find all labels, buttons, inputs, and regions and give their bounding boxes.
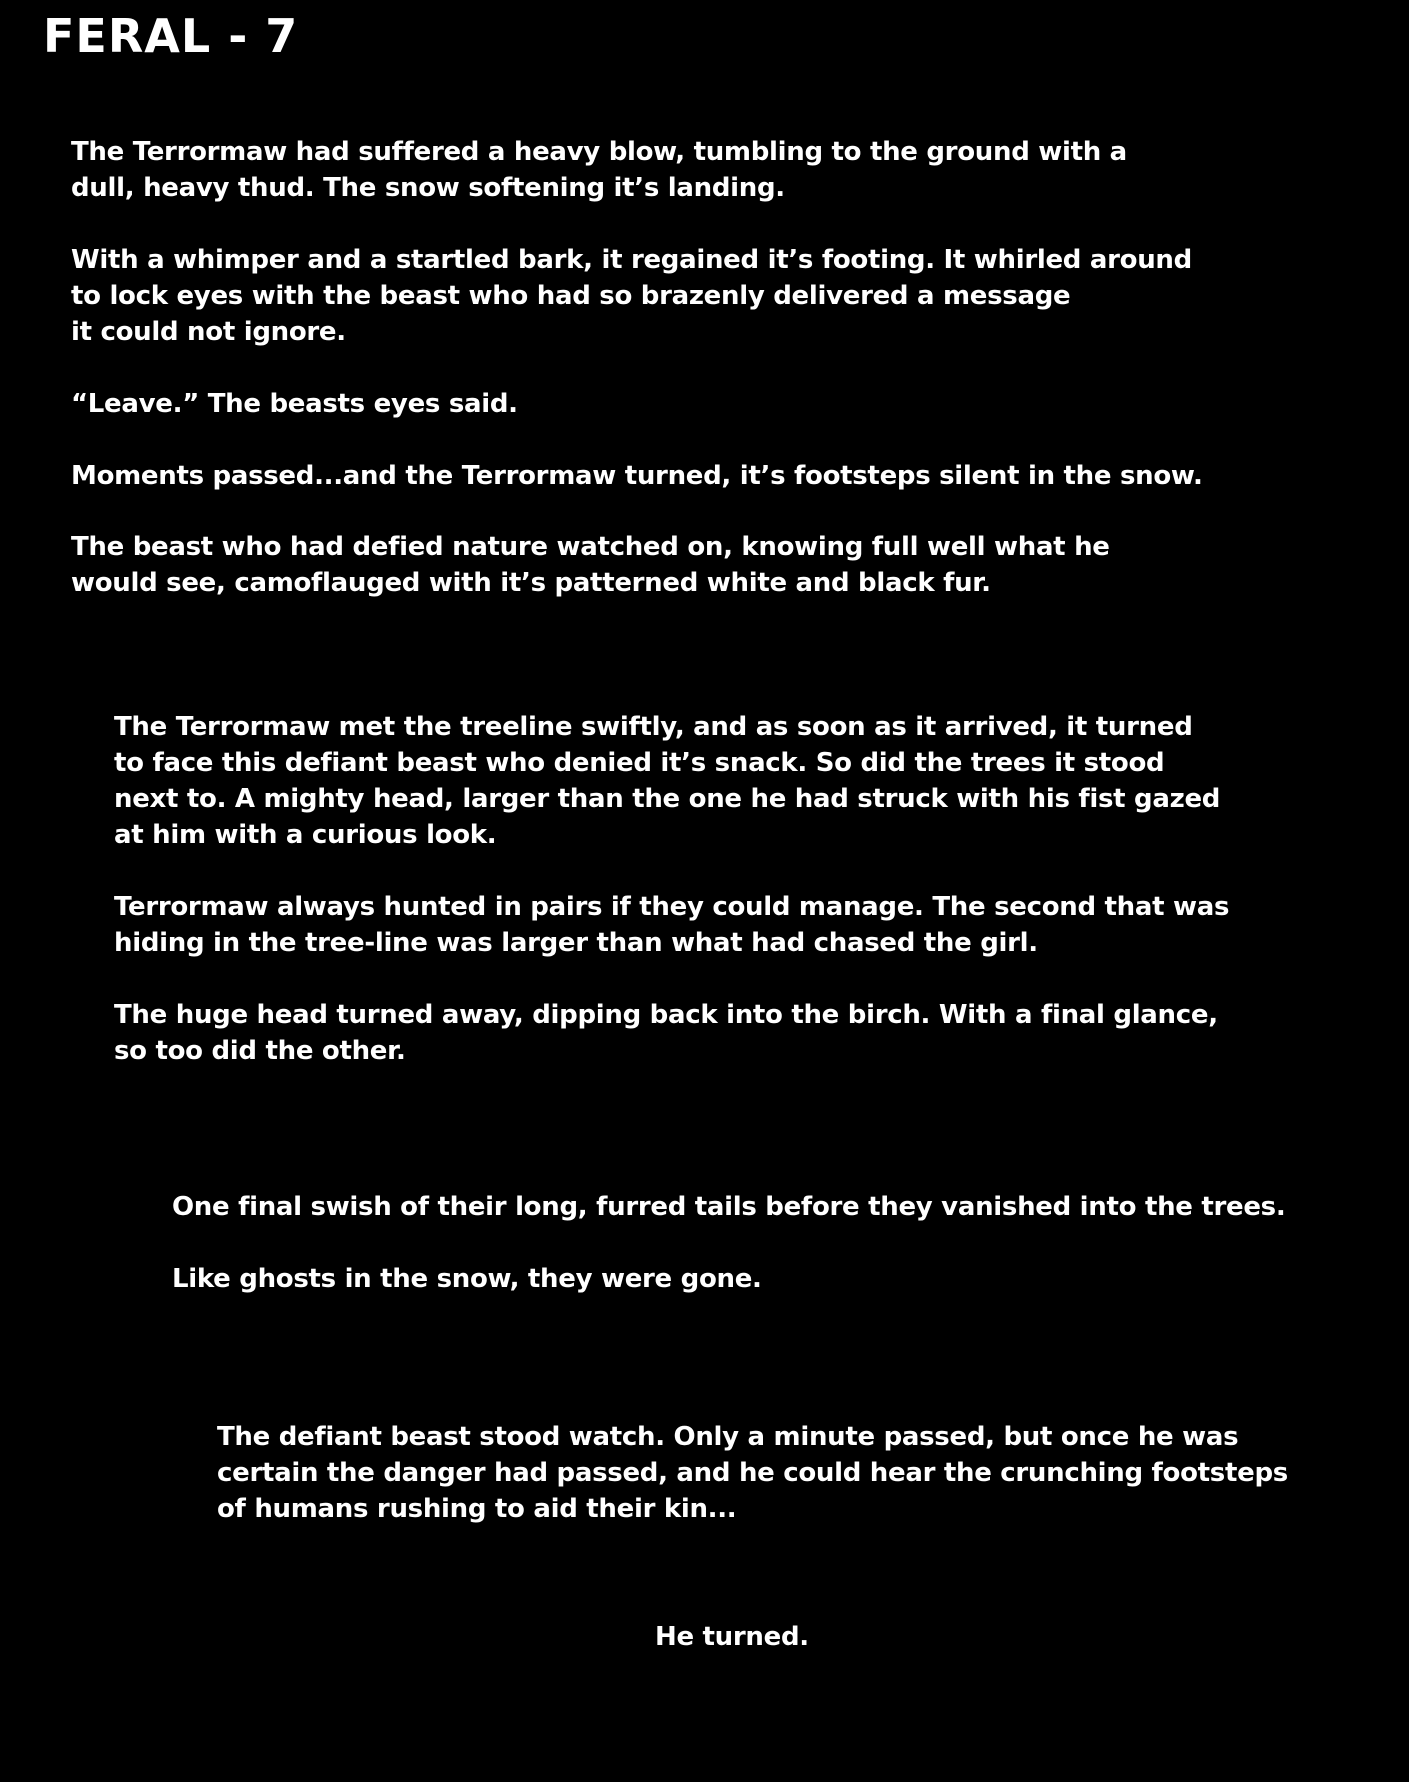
text-line: One final swish of their long, furred tails before they vanished into the trees. [172,1192,1286,1222]
paragraph [71,242,1192,350]
paragraph [71,386,518,422]
text-line: The defiant beast stood watch. Only a minute passed, but once he was [217,1422,1239,1452]
text-line: Moments passed...and the Terrormaw turned, it’s footsteps silent in the snow. [71,461,1203,491]
text-line: at him with a curious look. [114,820,497,850]
paragraph [71,529,1110,601]
paragraph [172,1261,762,1297]
text-line: Terrormaw always hunted in pairs if they could manage. The second that was [114,892,1230,922]
text-line: He turned. [655,1622,809,1652]
paragraph [114,997,1218,1069]
text-line: The Terrormaw had suffered a heavy blow, tumbling to the ground with a [71,137,1127,167]
text-line: hiding in the tree-line was larger than what had chased the girl. [114,928,1038,958]
text-line: Like ghosts in the snow, they were gone. [172,1264,762,1294]
text-line: would see, camoflauged with it’s patterned white and black fur. [71,568,991,598]
text-line: The Terrormaw met the treeline swiftly, and as soon as it arrived, it turned [114,712,1193,742]
text-line: With a whimper and a startled bark, it regained it’s footing. It whirled around [71,245,1192,275]
paragraph [172,1189,1285,1225]
paragraph [71,458,1203,494]
text-line: “Leave.” The beasts eyes said. [71,389,518,419]
text-line: of humans rushing to aid their kin... [217,1494,737,1524]
paragraph [114,709,1220,853]
paragraph [217,1419,1288,1527]
text-line: next to. A mighty head, larger than the one he had struck with his fist gazed [114,784,1221,814]
text-line: The beast who had defied nature watched on, knowing full well what he [71,532,1110,562]
paragraph [71,134,1127,206]
page-title: FERAL - 7 [43,9,299,63]
text-line: to face this defiant beast who denied it’s snack. So did the trees it stood [114,748,1165,778]
text-line: certain the danger had passed, and he could hear the crunching footsteps [217,1458,1288,1488]
text-line: The huge head turned away, dipping back into the birch. With a final glance, [114,1000,1218,1030]
text-line: to lock eyes with the beast who had so brazenly delivered a message [71,281,1071,311]
text-line: dull, heavy thud. The snow softening it’s landing. [71,173,785,203]
text-line: so too did the other. [114,1036,406,1066]
paragraph [655,1619,809,1655]
text-line: it could not ignore. [71,317,346,347]
paragraph [114,889,1229,961]
